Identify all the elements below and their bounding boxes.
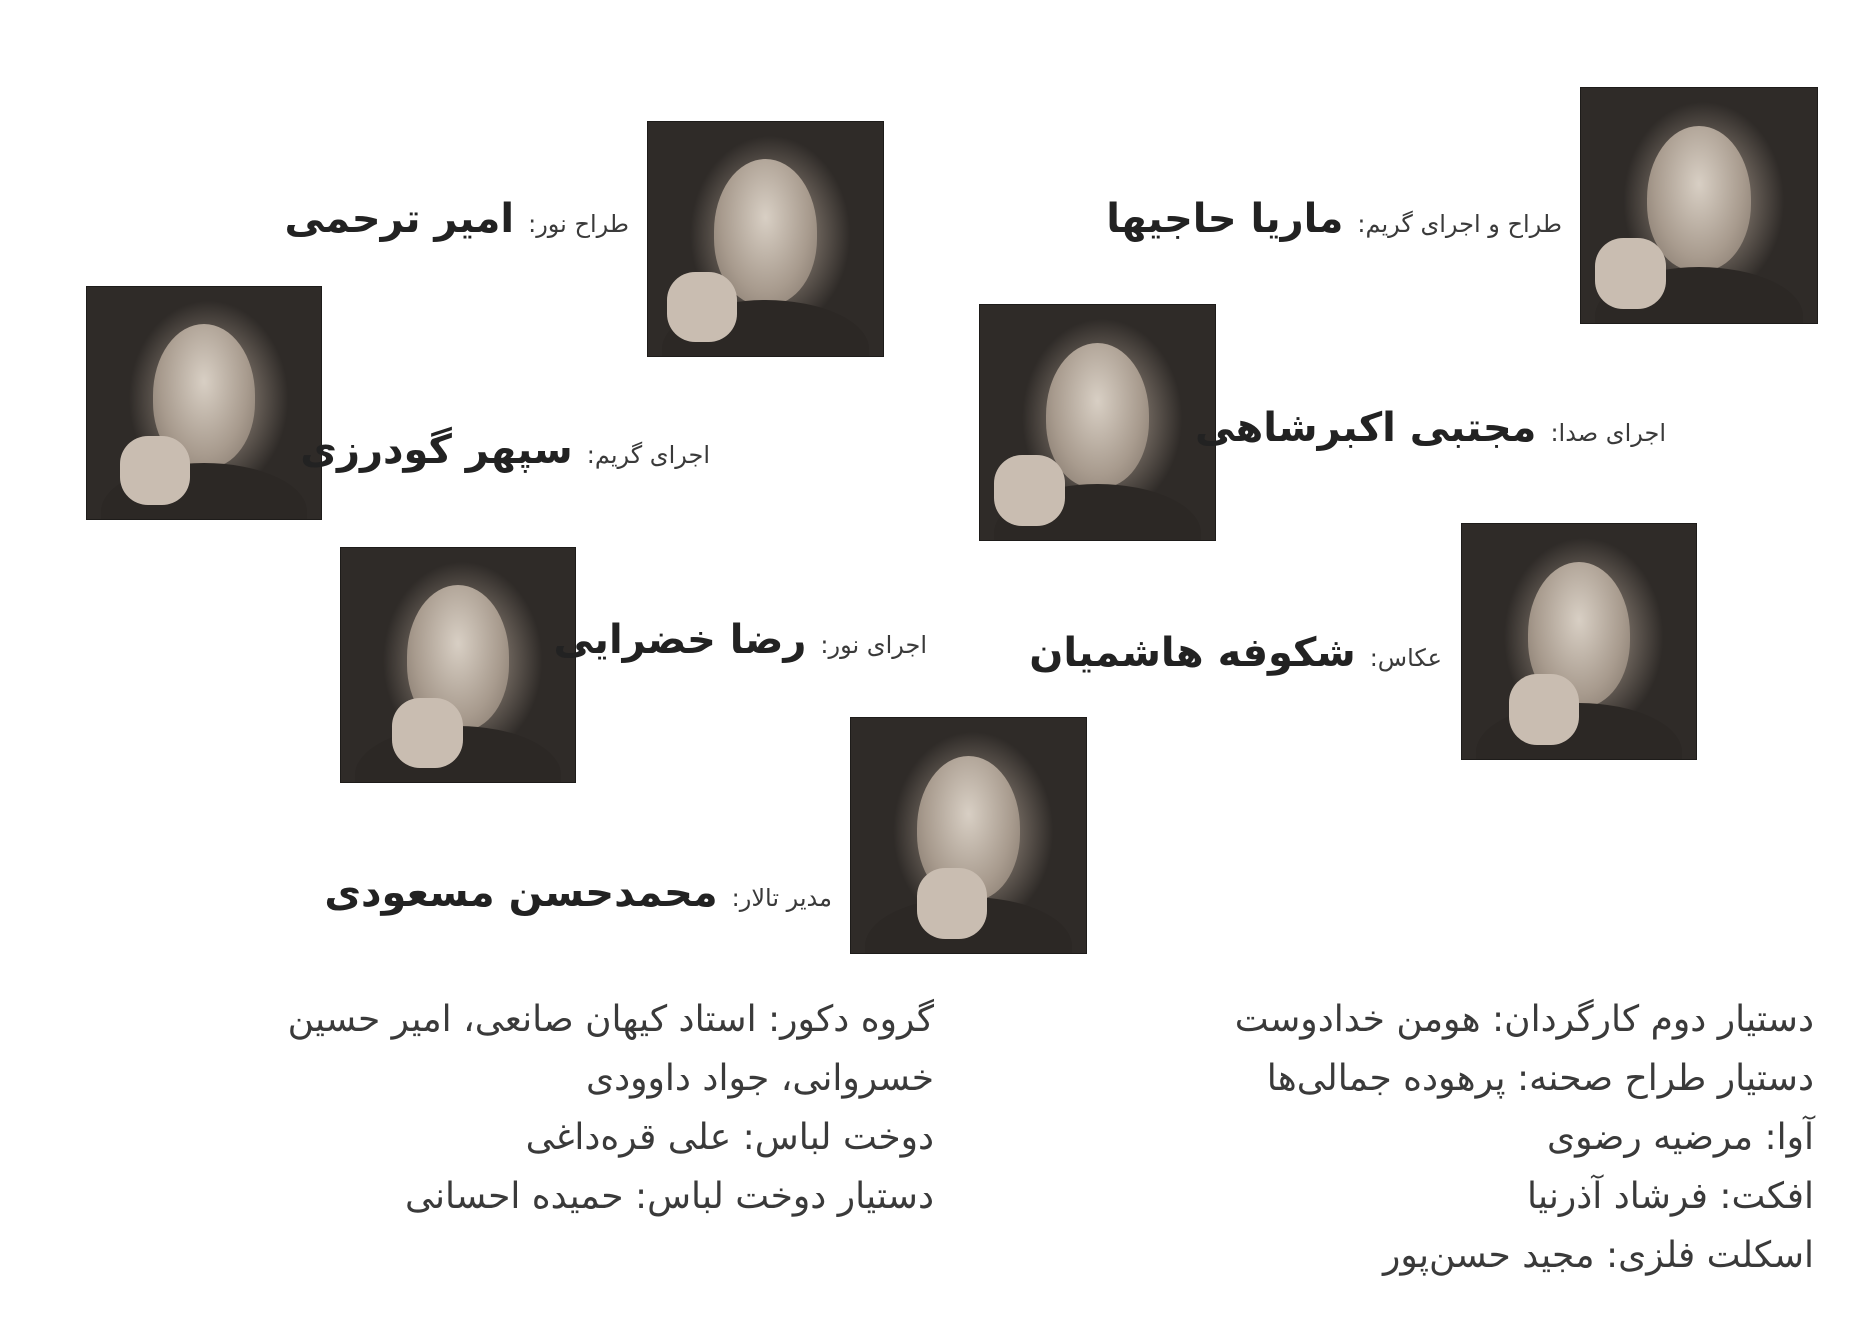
portrait-photo-reza-khazraei bbox=[340, 547, 576, 783]
credits-list-right bbox=[1235, 990, 1814, 1285]
role-label: اجرای گریم: bbox=[586, 441, 710, 469]
person-name: ماریا حاجیها bbox=[1106, 196, 1344, 242]
role-label: اجرای صدا: bbox=[1550, 419, 1666, 447]
credit-line: دستیار دوخت لباس: حمیده احسانی bbox=[405, 1176, 934, 1217]
credit-line: اسکلت فلزی: مجید حسن‌پور bbox=[1383, 1235, 1814, 1276]
person-name: سپهر گودرزی bbox=[300, 427, 573, 473]
cast-caption-1 bbox=[1106, 196, 1562, 242]
role-label: مدیر تالار: bbox=[731, 884, 832, 912]
portrait-photo-amir-tarahomi bbox=[647, 121, 884, 357]
person-name: امیر ترحمی bbox=[284, 196, 515, 242]
cast-caption-7 bbox=[324, 870, 832, 916]
person-name: محمدحسن مسعودی bbox=[324, 870, 718, 916]
credits-list-left bbox=[288, 990, 934, 1226]
credit-line: دوخت لباس: علی قره‌داغی bbox=[525, 1117, 934, 1158]
credit-line: گروه دکور: استاد کیهان صانعی، امیر حسین bbox=[287, 999, 934, 1040]
cast-caption-4 bbox=[300, 427, 710, 473]
person-name: شکوفه هاشمیان bbox=[1029, 630, 1356, 676]
role-label: عکاس: bbox=[1369, 644, 1442, 672]
person-name: مجتبی اکبرشاهی bbox=[1195, 405, 1537, 451]
portrait-photo-sepehr-goodarzi bbox=[86, 286, 322, 520]
role-label: طراح نور: bbox=[528, 210, 629, 238]
credit-line: دستیار دوم کارگردان: هومن خدادوست bbox=[1234, 999, 1814, 1040]
cast-caption-3 bbox=[1195, 405, 1666, 451]
portrait-photo-maria-hajiha bbox=[1580, 87, 1818, 324]
cast-caption-5 bbox=[1029, 630, 1442, 676]
portrait-photo-mojtaba-akbarshahi bbox=[979, 304, 1216, 541]
credit-line: خسروانی، جواد داوودی bbox=[585, 1058, 934, 1099]
credit-line: دستیار طراح صحنه: پرهوده جمالی‌ها bbox=[1266, 1058, 1814, 1099]
cast-caption-2 bbox=[284, 196, 629, 242]
role-label: طراح و اجرای گریم: bbox=[1357, 210, 1562, 238]
role-label: اجرای نور: bbox=[820, 631, 927, 659]
portrait-photo-shokoofeh-hashemian bbox=[1461, 523, 1697, 760]
credit-line: افکت: فرشاد آذرنیا bbox=[1527, 1176, 1814, 1217]
cast-caption-6 bbox=[553, 617, 927, 663]
credit-line: آوا: مرضیه رضوی bbox=[1546, 1117, 1814, 1158]
person-name: رضا خضرایی bbox=[553, 617, 807, 663]
portrait-photo-mohammadhasan-masoudi bbox=[850, 717, 1087, 954]
